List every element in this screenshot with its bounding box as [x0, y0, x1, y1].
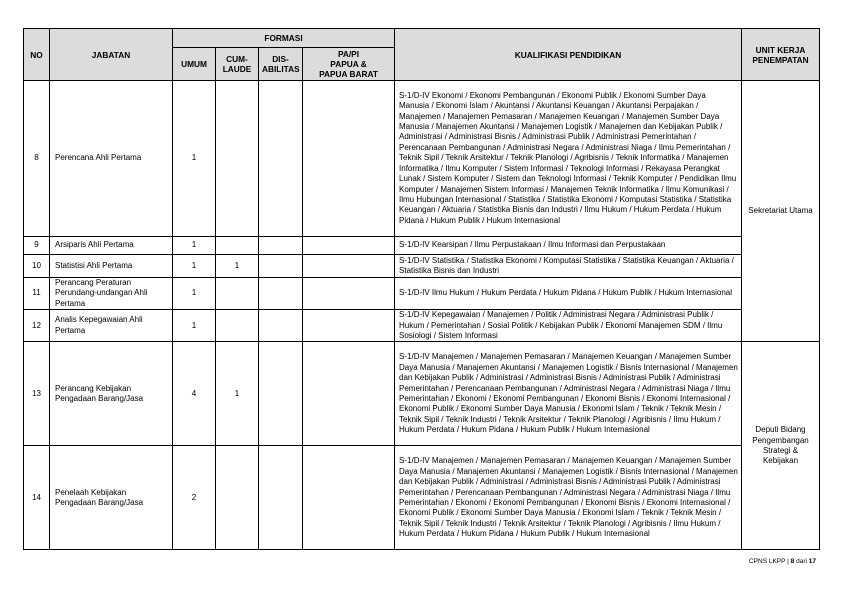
- cell-no: 9: [24, 237, 50, 255]
- cell-disabilitas: [259, 342, 303, 446]
- cell-papua: [303, 446, 395, 550]
- cell-no: 13: [24, 342, 50, 446]
- cell-umum: 1: [173, 310, 216, 342]
- header-cumlaude: CUM- LAUDE: [216, 48, 259, 81]
- cell-unit-kerja: Sekretariat Utama: [742, 81, 820, 342]
- header-disabilitas: DIS- ABILITAS: [259, 48, 303, 81]
- cell-papua: [303, 310, 395, 342]
- formasi-table: [23, 28, 820, 550]
- cell-umum: 1: [173, 255, 216, 278]
- cell-disabilitas: [259, 237, 303, 255]
- cell-no: 11: [24, 278, 50, 310]
- cell-disabilitas: [259, 446, 303, 550]
- page-footer: [749, 558, 816, 565]
- table-row: [24, 446, 820, 550]
- table-row: [24, 237, 820, 255]
- cell-jabatan: Perancang Peraturan Perundang-undangan Ahli Pertama: [50, 278, 173, 310]
- cell-unit-kerja: Deputi Bidang Pengembangan Strategi & Kebijakan: [742, 342, 820, 550]
- cell-disabilitas: [259, 310, 303, 342]
- cell-no: 12: [24, 310, 50, 342]
- header-kualifikasi: KUALIFIKASI PENDIDIKAN: [395, 29, 742, 81]
- cell-jabatan: Perancang Kebijakan Pengadaan Barang/Jasa: [50, 342, 173, 446]
- cell-no: 8: [24, 81, 50, 237]
- cell-no: 10: [24, 255, 50, 278]
- header-no: NO: [24, 29, 50, 81]
- cell-cumlaude: 1: [216, 255, 259, 278]
- cell-umum: 1: [173, 81, 216, 237]
- footer-total-pages: 17: [808, 558, 816, 565]
- cell-disabilitas: [259, 81, 303, 237]
- cell-cumlaude: [216, 446, 259, 550]
- footer-prefix: CPNS LKPP |: [748, 558, 789, 565]
- table-row: [24, 255, 820, 278]
- footer-separator: dari: [796, 558, 807, 565]
- cell-jabatan: Penelaah Kebijakan Pengadaan Barang/Jasa: [50, 446, 173, 550]
- cell-cumlaude: [216, 278, 259, 310]
- cell-papua: [303, 342, 395, 446]
- cell-papua: [303, 278, 395, 310]
- cell-jabatan: Arsiparis Ahli Pertama: [50, 237, 173, 255]
- cell-kualifikasi: S-1/D-IV Kepegawaian / Manajemen / Politik / Administrasi Negara / Administrasi Publik / Hukum / Pemerintahan / Sosial Politik / Kebijakan Publik / Ekonomi Manajemen SDM / Ilmu Sosiologi / Sistem Informasi: [395, 310, 742, 342]
- header-papua: PA/PI PAPUA & PAPUA BARAT: [303, 48, 395, 81]
- cell-cumlaude: [216, 237, 259, 255]
- cell-kualifikasi: S-1/D-IV Ilmu Hukum / Hukum Perdata / Hukum Pidana / Hukum Publik / Hukum Internasional: [395, 278, 742, 310]
- header-jabatan: JABATAN: [50, 29, 173, 81]
- cell-disabilitas: [259, 255, 303, 278]
- cell-kualifikasi: S-1/D-IV Manajemen / Manajemen Pemasaran / Manajemen Keuangan / Manajemen Sumber Daya Manusia / Manajemen Akuntansi / Manajemen Logistik / Bisnis Internasional / Manajemen dan Kebijakan Publik / Administrasi / Administrasi Bisnis / Administrasi Publik / Administrasi Pemerintahan / Perencanaan Pembangunan / Administrasi Negara / Administrasi Niaga / Ilmu Pemerintahan / Ekonomi / Ekonomi Pembangunan / Ekonomi Bisnis / Ekonomi Internasional / Ekonomi Publik / Ekonomi Sumber Daya Manusia / Ekonomi Islam / Teknik / Teknik Mesin / Teknik Sipil / Teknik Industri / Teknik Arsitektur / Teknik Planologi / Agribisnis / Ilmu Hukum / Hukum Perdata / Hukum Pidana / Hukum Publik / Hukum Internasional: [395, 342, 742, 446]
- table-row: [24, 81, 820, 237]
- header-umum: UMUM: [173, 48, 216, 81]
- cell-umum: 1: [173, 278, 216, 310]
- cell-kualifikasi: S-1/D-IV Statistika / Statistika Ekonomi / Komputasi Statistika / Statistika Keuangan / Aktuaria / Statistika Bisnis dan Industri: [395, 255, 742, 278]
- cell-disabilitas: [259, 278, 303, 310]
- cell-papua: [303, 81, 395, 237]
- cell-jabatan: Analis Kepegawaian Ahli Pertama: [50, 310, 173, 342]
- cell-cumlaude: [216, 310, 259, 342]
- cell-no: 14: [24, 446, 50, 550]
- cell-kualifikasi: S-1/D-IV Kearsipan / Ilmu Perpustakaan / Ilmu Informasi dan Perpustakaan: [395, 237, 742, 255]
- cell-cumlaude: [216, 81, 259, 237]
- footer-page-number: 8: [790, 558, 795, 565]
- table-row: [24, 342, 820, 446]
- table-row: [24, 278, 820, 310]
- cell-jabatan: Perencana Ahli Pertama: [50, 81, 173, 237]
- table-row: [24, 310, 820, 342]
- cell-umum: 1: [173, 237, 216, 255]
- header-formasi: FORMASI: [173, 29, 395, 48]
- cell-jabatan: Statistisi Ahli Pertama: [50, 255, 173, 278]
- cell-cumlaude: 1: [216, 342, 259, 446]
- cell-papua: [303, 237, 395, 255]
- cell-kualifikasi: S-1/D-IV Manajemen / Manajemen Pemasaran / Manajemen Keuangan / Manajemen Sumber Daya Manusia / Manajemen Akuntansi / Manajemen Logistik / Bisnis Internasional / Manajemen dan Kebijakan Publik / Administrasi / Administrasi Bisnis / Administrasi Publik / Administrasi Pemerintahan / Perencanaan Pembangunan / Administrasi Negara / Administrasi Niaga / Ilmu Pemerintahan / Ekonomi / Ekonomi Pembangunan / Ekonomi Bisnis / Ekonomi Internasional / Ekonomi Publik / Ekonomi Sumber Daya Manusia / Ekonomi Islam / Teknik / Teknik Mesin / Teknik Sipil / Teknik Industri / Teknik Arsitektur / Teknik Planologi / Agribisnis / Ilmu Hukum / Hukum Perdata / Hukum Pidana / Hukum Publik / Hukum Internasional: [395, 446, 742, 550]
- cell-umum: 4: [173, 342, 216, 446]
- cell-umum: 2: [173, 446, 216, 550]
- cell-papua: [303, 255, 395, 278]
- cell-kualifikasi: S-1/D-IV Ekonomi / Ekonomi Pembangunan / Ekonomi Publik / Ekonomi Sumber Daya Manusia / Ekonomi Islam / Akuntansi / Akuntansi Keuangan / Akuntansi Perpajakan / Manajemen / Manajemen Pemasaran / Manajemen Keuangan / Manajemen Sumber Daya Manusia / Manajemen Akuntansi / Manajemen Logistik / Manajemen dan Kebijakan Publik / Administrasi / Administrasi Bisnis / Administrasi Publik / Administrasi Pemerintahan / Perencanaan Pembangunan / Administrasi Negara / Administrasi Niaga / Ilmu Pemerintahan / Teknik Sipil / Teknik Arsitektur / Teknik Planologi / Agribisnis / Teknik Informatika / Manajemen Informatika / Ilmu Komputer / Sistem Informasi / Teknologi Informasi / Rekayasa Perangkat Lunak / Sistem Komputer / Sistem dan Teknologi Informasi / Teknik Komputer / Pendidikan Ilmu Komputer / Manajemen Sistem Informasi / Manajemen Teknik Informatika / Ilmu Komunikasi / Ilmu Hubungan Internasional / Statistika / Statistika Ekonomi / Komputasi Statistika / Statistika Keuangan / Aktuaria / Statistika Bisnis dan Industri / Ilmu Hukum / Hukum Perdata / Hukum Pidana / Hukum Publik / Hukum Internasional: [395, 81, 742, 237]
- header-unit-kerja: UNIT KERJA PENEMPATAN: [742, 29, 820, 81]
